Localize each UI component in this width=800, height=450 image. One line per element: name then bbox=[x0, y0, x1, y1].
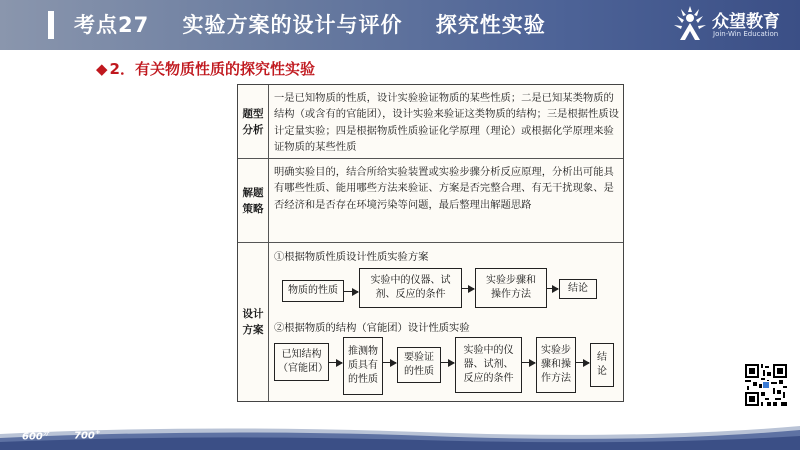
table-row bbox=[238, 85, 623, 159]
header-accent-bar bbox=[48, 11, 54, 39]
diamond-bullet-icon: ◆ bbox=[96, 60, 108, 78]
scheme2-step-4: 实验中的仪器、试剂、反应的条件 bbox=[455, 337, 522, 393]
table-row bbox=[238, 159, 623, 243]
logo-chinese-name: 众望教育 bbox=[712, 12, 780, 32]
scheme2-step-5: 实验步骤和操作方法 bbox=[536, 337, 576, 393]
scheme1-title: ①根据物质性质设计性质实验方案 bbox=[274, 251, 429, 263]
section-heading bbox=[96, 58, 315, 79]
flow-arrow-icon bbox=[522, 362, 535, 363]
scheme2-title: ②根据物质的结构（官能团）设计性质实验 bbox=[274, 322, 470, 334]
row-label: 解题策略 bbox=[242, 186, 264, 215]
flow-arrow-icon bbox=[576, 362, 589, 363]
badge-number: 600 bbox=[22, 431, 43, 443]
flow-arrow-icon bbox=[547, 288, 558, 289]
page-title: 考点27 实验方案的设计与评价 探究性实验 bbox=[74, 13, 546, 37]
row-label: 题型分析 bbox=[242, 107, 264, 136]
flow-arrow-icon bbox=[329, 362, 342, 363]
scheme1-step-1: 物质的性质 bbox=[282, 280, 344, 302]
scheme2-step-6: 结论 bbox=[590, 343, 614, 387]
logo-english-name: Join-Win Education bbox=[713, 30, 779, 38]
flow-arrow-icon bbox=[383, 362, 396, 363]
header-banner bbox=[0, 0, 800, 50]
scheme1-step-2: 实验中的仪器、试剂、反应的条件 bbox=[359, 268, 462, 308]
badge-suffix: + bbox=[94, 428, 101, 436]
footer-ribbon bbox=[0, 422, 800, 450]
flow-arrow-icon bbox=[344, 291, 358, 292]
logo-emblem-icon bbox=[672, 6, 708, 42]
scheme2-step-1: 已知结构（官能团） bbox=[274, 343, 329, 381]
scheme2-step-2: 推测物质具有的性质 bbox=[343, 337, 383, 395]
badge-number: 700 bbox=[74, 430, 95, 442]
scheme1-step-3: 实验步骤和操作方法 bbox=[475, 268, 547, 308]
strategy-table bbox=[237, 84, 624, 402]
qr-code-icon bbox=[743, 362, 789, 408]
scheme1-step-4: 结论 bbox=[559, 279, 597, 299]
row-label-cell bbox=[238, 243, 269, 401]
row-content: 一是已知物质的性质，设计实验验证物质的某些性质；二是已知某类物质的结构（或含有的官能团），设计实验来验证这类物质的结构；三是根据性质设计定量实验；四是根据物质性质验证化学原理（理论）或根据化学原理来验证物质的某些性质 bbox=[274, 92, 619, 153]
score-badge-600 bbox=[22, 428, 49, 442]
badge-suffix: 分 bbox=[42, 430, 49, 437]
row-label-cell bbox=[238, 85, 269, 158]
row-label: 设计方案 bbox=[242, 308, 264, 336]
row-label-cell bbox=[238, 159, 269, 242]
section-heading-text: 2．有关物质性质的探究性实验 bbox=[109, 60, 315, 78]
brand-logo bbox=[672, 4, 796, 46]
score-badge-700 bbox=[74, 428, 101, 441]
row-content: 明确实验目的，结合所给实验装置或实验步骤分析反应原理，分析出可能具有哪些性质、能用哪些方法来验证、方案是否完整合理、有无干扰现象、是否经济和是否存在环境污染等问题，最后整理出解题思路 bbox=[274, 166, 614, 211]
flow-arrow-icon bbox=[462, 288, 474, 289]
scheme2-step-3: 要验证的性质 bbox=[397, 347, 441, 383]
flow-arrow-icon bbox=[441, 362, 454, 363]
table-row bbox=[238, 243, 623, 401]
